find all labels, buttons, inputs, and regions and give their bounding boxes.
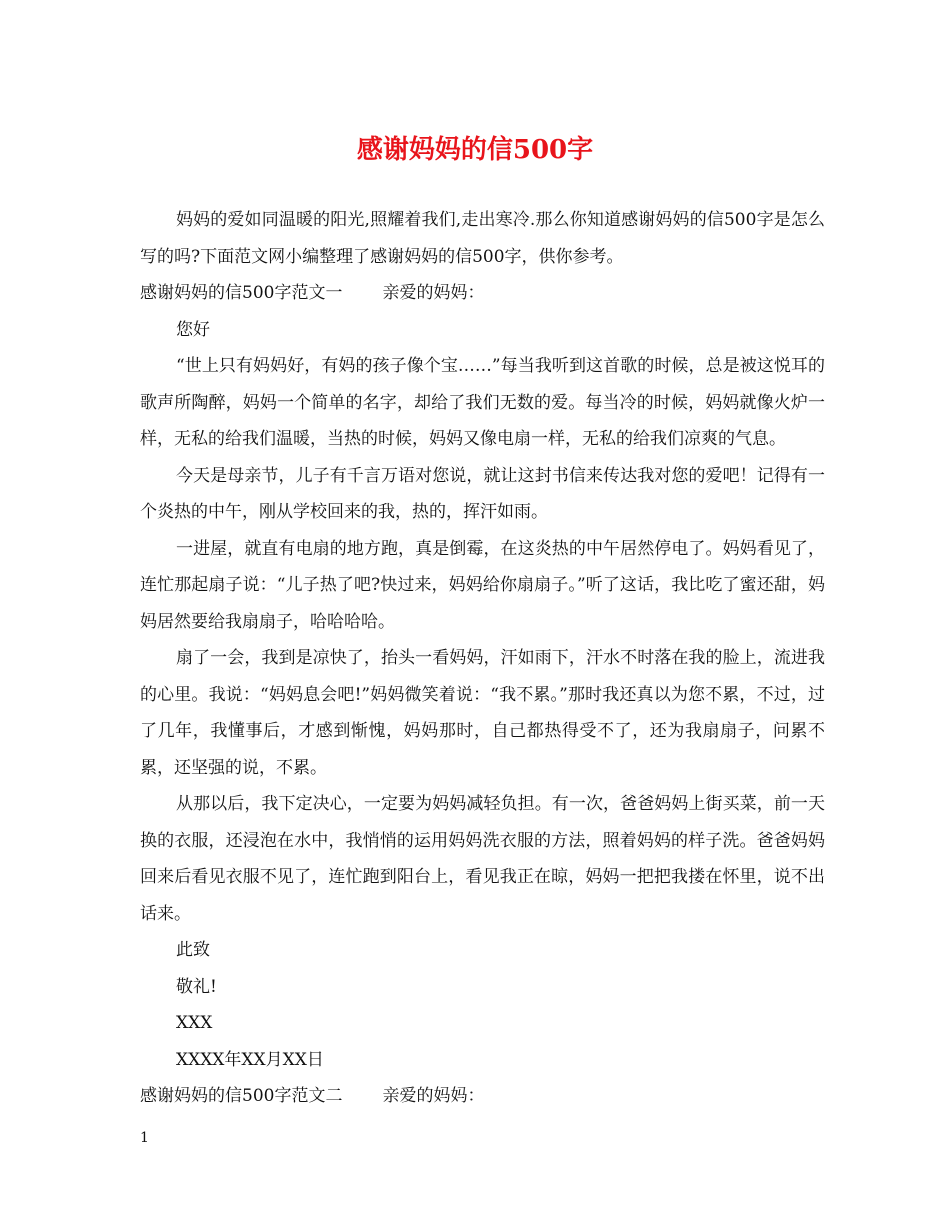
section2-heading: 感谢妈妈的信500字范文二: [140, 1086, 343, 1106]
body-paragraph-4: 扇了一会，我到是凉快了，抬头一看妈妈，汗如雨下，汗水不时落在我的脸上，流进我的心里。我说：“妈妈息会吧!”妈妈微笑着说：“我不累。”那时我还真以为您不累，不过，过了几年，我懂事后，才感到惭愧，妈妈那时，自己都热得受不了，还为我扇扇子，问累不累，还坚强的说，不累。: [140, 648, 825, 778]
section1-salutation: 亲爱的妈妈：: [382, 283, 485, 303]
letter-date: XXXX年XX月XX日: [176, 1049, 324, 1070]
signature: XXX: [176, 1013, 213, 1033]
closing: 此致: [176, 940, 210, 960]
salute: 敬礼!: [176, 976, 217, 997]
intro-paragraph: 妈妈的爱如同温暖的阳光,照耀着我们,走出寒冷.那么你知道感谢妈妈的信500字是怎么写的吗?下面范文网小编整理了感谢妈妈的信500字，供你参考。: [140, 210, 825, 267]
section2-salutation: 亲爱的妈妈：: [382, 1086, 485, 1106]
section2-heading-line: [140, 1078, 825, 1115]
body-paragraph-2: 今天是母亲节，儿子有千言万语对您说，就让这封书信来传达我对您的爱吧！记得有一个炎热的中午，刚从学校回来的我，热的，挥汗如雨。: [140, 465, 825, 522]
document-title: 感谢妈妈的信500字: [356, 135, 594, 165]
body-paragraph-5: 从那以后，我下定决心，一定要为妈妈减轻负担。有一次，爸爸妈妈上街买菜，前一天换的衣服，还浸泡在水中，我悄悄的运用妈妈洗衣服的方法，照着妈妈的样子洗。爸爸妈妈回来后看见衣服不见了，连忙跑到阳台上，看见我正在晾，妈妈一把把我搂在怀里，说不出话来。: [140, 794, 825, 924]
body-paragraph-1: “世上只有妈妈好，有妈的孩子像个宝……”每当我听到这首歌的时候，总是被这悦耳的歌声所陶醉，妈妈一个简单的名字，却给了我们无数的爱。每当冷的时候，妈妈就像火炉一样，无私的给我们温暖，当热的时候，妈妈又像电扇一样，无私的给我们凉爽的气息。: [140, 356, 825, 449]
section1-heading-line: [140, 275, 825, 312]
page-number: 1: [140, 1130, 149, 1146]
section1-heading: 感谢妈妈的信500字范文一: [140, 283, 343, 303]
document-body: [140, 202, 825, 1115]
body-paragraph-3: 一进屋，就直有电扇的地方跑，真是倒霉，在这炎热的中午居然停电了。妈妈看见了，连忙那起扇子说：“儿子热了吧?快过来，妈妈给你扇扇子。”听了这话，我比吃了蜜还甜，妈妈居然要给我扇扇子，哈哈哈哈。: [140, 538, 825, 632]
greeting: 您好: [176, 319, 210, 340]
